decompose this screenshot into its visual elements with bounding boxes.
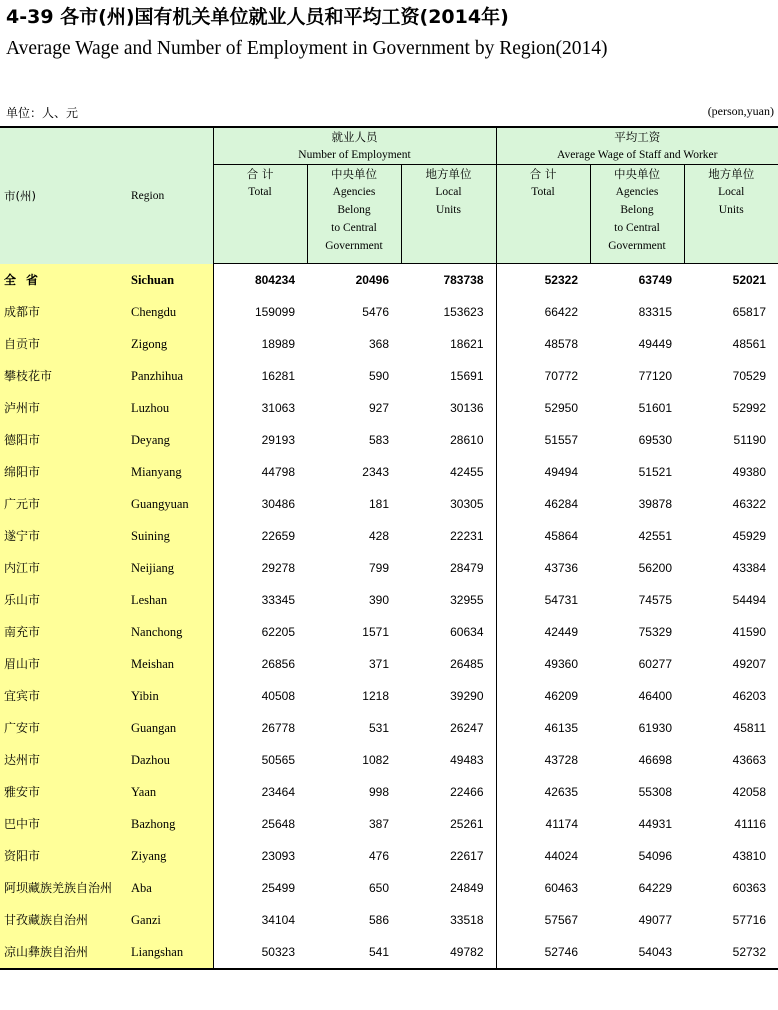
cell-wage-total: 49494 xyxy=(496,456,590,488)
cell-emp-central: 371 xyxy=(368,657,389,671)
cell-wage-local: 49380 xyxy=(732,465,767,479)
cell-emp-local: 24849 xyxy=(450,881,484,895)
cell-emp-central: 390 xyxy=(368,593,389,607)
cell-emp-central: 2343 xyxy=(362,465,389,479)
cell-emp-local: 22617 xyxy=(450,849,484,863)
cell-region-en: Liangshan xyxy=(128,936,213,969)
cell-emp-local: 25261 xyxy=(450,817,484,831)
cell-emp-central: 5476 xyxy=(362,305,389,319)
cell-wage-total: 42449 xyxy=(496,616,590,648)
cell-emp-total: 50565 xyxy=(213,744,307,776)
cell-wage-local: 49207 xyxy=(732,657,767,671)
header-wage-group xyxy=(496,127,778,165)
cell-emp-local: 28610 xyxy=(450,433,484,447)
table-row-total xyxy=(0,264,778,297)
cell-emp-total: 26778 xyxy=(213,712,307,744)
cell-wage-local: 60363 xyxy=(732,881,767,895)
cell-wage-local: 57716 xyxy=(732,913,767,927)
cell-wage-central: 56200 xyxy=(638,561,672,575)
cell-emp-local: 39290 xyxy=(450,689,484,703)
cell-emp-central: 476 xyxy=(368,849,389,863)
table-row xyxy=(0,456,778,488)
cell-wage-local: 43663 xyxy=(732,753,767,767)
cell-region-en: Zigong xyxy=(128,328,213,360)
cell-region-en: Suining xyxy=(128,520,213,552)
cell-wage-central: 51601 xyxy=(638,401,672,415)
cell-emp-central: 650 xyxy=(368,881,389,895)
cell-city-cn: 南充市 xyxy=(0,616,128,648)
cell-wage-total: 49360 xyxy=(496,648,590,680)
cell-wage-local: 45811 xyxy=(733,721,767,735)
cell-emp-local: 28479 xyxy=(450,561,484,575)
table-row xyxy=(0,648,778,680)
cell-wage-central: 54096 xyxy=(638,849,672,863)
cell-emp-central: 531 xyxy=(368,721,389,735)
page-title-cn: 4-39 各市(州)国有机关单位就业人员和平均工资(2014年) xyxy=(6,6,509,28)
table-row xyxy=(0,840,778,872)
cell-emp-central: 1571 xyxy=(362,625,389,639)
header-employment-cn: 就业人员 xyxy=(331,130,378,144)
cell-region-en: Guangyuan xyxy=(128,488,213,520)
cell-emp-total: 31063 xyxy=(213,392,307,424)
cell-region-en: Yibin xyxy=(128,680,213,712)
table-row xyxy=(0,424,778,456)
cell-wage-total: 51557 xyxy=(496,424,590,456)
table-row xyxy=(0,328,778,360)
cell-emp-central: 1082 xyxy=(362,753,389,767)
header-employment-en: Number of Employment xyxy=(298,149,411,161)
table-row xyxy=(0,776,778,808)
wage-employment-table xyxy=(0,126,778,970)
cell-region-en: Bazhong xyxy=(128,808,213,840)
cell-wage-local: 65817 xyxy=(732,305,767,319)
cell-wage-local: 54494 xyxy=(732,593,767,607)
header-wage-central: 中央单位 Agencies Belong to Central Government xyxy=(590,165,684,264)
cell-wage-central: 74575 xyxy=(638,593,672,607)
cell-emp-total: 29278 xyxy=(213,552,307,584)
cell-emp-total: 30486 xyxy=(213,488,307,520)
cell-wage-central: 64229 xyxy=(638,881,672,895)
cell-region-en: Chengdu xyxy=(128,296,213,328)
cell-city-cn: 攀枝花市 xyxy=(0,360,128,392)
cell-emp-total: 23093 xyxy=(213,840,307,872)
cell-emp-central: 586 xyxy=(368,913,389,927)
cell-wage-central: 51521 xyxy=(638,465,672,479)
cell-emp-local: 26247 xyxy=(450,721,484,735)
cell-wage-total: 48578 xyxy=(496,328,590,360)
cell-wage-central: 49449 xyxy=(638,337,672,351)
table-row xyxy=(0,360,778,392)
cell-emp-central: 541 xyxy=(307,936,401,969)
cell-city-cn: 德阳市 xyxy=(0,424,128,456)
cell-emp-central: 387 xyxy=(368,817,389,831)
cell-wage-central: 75329 xyxy=(638,625,672,639)
header-employment-group xyxy=(213,127,496,165)
cell-wage-central: 54043 xyxy=(590,936,684,969)
cell-city-cn: 全省 xyxy=(0,264,128,297)
cell-city-cn: 自贡市 xyxy=(0,328,128,360)
cell-city-cn: 乐山市 xyxy=(0,584,128,616)
cell-wage-central: 61930 xyxy=(638,721,672,735)
cell-emp-local: 49782 xyxy=(401,936,496,969)
cell-emp-central: 368 xyxy=(368,337,389,351)
cell-city-cn: 遂宁市 xyxy=(0,520,128,552)
cell-region-en: Yaan xyxy=(128,776,213,808)
cell-emp-central: 20496 xyxy=(355,273,389,287)
cell-emp-local: 30305 xyxy=(450,497,484,511)
table-row xyxy=(0,296,778,328)
cell-wage-local: 52732 xyxy=(684,936,778,969)
unit-label-cn: 单位：人、元 xyxy=(6,106,79,120)
cell-region-en: Meishan xyxy=(128,648,213,680)
cell-wage-local: 51190 xyxy=(733,433,767,447)
cell-wage-total: 41174 xyxy=(496,808,590,840)
cell-emp-local: 22466 xyxy=(450,785,484,799)
cell-region-en: Sichuan xyxy=(128,264,213,297)
cell-emp-local: 26485 xyxy=(450,657,484,671)
cell-wage-central: 63749 xyxy=(638,273,672,287)
table-row xyxy=(0,520,778,552)
cell-wage-total: 46135 xyxy=(496,712,590,744)
cell-city-cn: 资阳市 xyxy=(0,840,128,872)
cell-emp-total: 26856 xyxy=(213,648,307,680)
header-emp-central: 中央单位 Agencies Belong to Central Government xyxy=(307,165,401,264)
cell-city-cn: 绵阳市 xyxy=(0,456,128,488)
cell-wage-central: 60277 xyxy=(638,657,672,671)
cell-emp-central: 181 xyxy=(368,497,389,511)
cell-emp-total: 40508 xyxy=(213,680,307,712)
cell-wage-local: 41116 xyxy=(734,817,767,831)
cell-wage-total: 66422 xyxy=(496,296,590,328)
cell-emp-local: 18621 xyxy=(450,337,484,351)
cell-wage-local: 43384 xyxy=(732,561,767,575)
cell-region-en: Guangan xyxy=(128,712,213,744)
cell-region-en: Neijiang xyxy=(128,552,213,584)
header-wage-total: 合 计 Total xyxy=(496,165,590,264)
cell-city-cn: 宜宾市 xyxy=(0,680,128,712)
cell-wage-central: 44931 xyxy=(638,817,672,831)
cell-wage-central: 77120 xyxy=(638,369,672,383)
table-row xyxy=(0,808,778,840)
cell-emp-local: 22231 xyxy=(450,529,484,543)
cell-wage-total: 52322 xyxy=(496,264,590,297)
cell-region-en: Dazhou xyxy=(128,744,213,776)
cell-emp-total: 50323 xyxy=(213,936,307,969)
cell-emp-total: 16281 xyxy=(213,360,307,392)
cell-wage-total: 52950 xyxy=(496,392,590,424)
cell-wage-local: 52992 xyxy=(732,401,767,415)
cell-emp-total: 22659 xyxy=(213,520,307,552)
cell-wage-total: 46209 xyxy=(496,680,590,712)
header-emp-local: 地方单位 Local Units xyxy=(401,165,496,264)
cell-emp-local: 30136 xyxy=(450,401,484,415)
cell-wage-central: 49077 xyxy=(638,913,672,927)
cell-emp-total: 29193 xyxy=(213,424,307,456)
cell-region-en: Aba xyxy=(128,872,213,904)
cell-region-en: Deyang xyxy=(128,424,213,456)
cell-wage-total: 54731 xyxy=(496,584,590,616)
cell-wage-central: 46698 xyxy=(638,753,672,767)
cell-wage-total: 57567 xyxy=(496,904,590,936)
cell-region-en: Panzhihua xyxy=(128,360,213,392)
cell-wage-total: 43736 xyxy=(496,552,590,584)
table-row xyxy=(0,488,778,520)
cell-wage-total: 70772 xyxy=(496,360,590,392)
cell-city-cn: 内江市 xyxy=(0,552,128,584)
cell-wage-local: 41590 xyxy=(732,625,767,639)
cell-region-en: Ziyang xyxy=(128,840,213,872)
cell-emp-local: 15691 xyxy=(450,369,484,383)
cell-city-cn: 甘孜藏族自治州 xyxy=(0,904,128,936)
cell-emp-local: 153623 xyxy=(443,305,484,319)
cell-city-cn: 成都市 xyxy=(0,296,128,328)
header-emp-total: 合 计 Total xyxy=(213,165,307,264)
cell-emp-total: 25499 xyxy=(213,872,307,904)
table-row xyxy=(0,552,778,584)
cell-region-en: Leshan xyxy=(128,584,213,616)
cell-emp-local: 32955 xyxy=(450,593,484,607)
cell-emp-total: 159099 xyxy=(213,296,307,328)
cell-region-en: Mianyang xyxy=(128,456,213,488)
cell-wage-total: 46284 xyxy=(496,488,590,520)
cell-emp-central: 927 xyxy=(368,401,389,415)
cell-emp-total: 18989 xyxy=(213,328,307,360)
cell-emp-central: 428 xyxy=(368,529,389,543)
cell-emp-central: 590 xyxy=(368,369,389,383)
cell-wage-total: 60463 xyxy=(496,872,590,904)
cell-region-en: Ganzi xyxy=(128,904,213,936)
cell-wage-central: 46400 xyxy=(638,689,672,703)
cell-emp-central: 1218 xyxy=(362,689,389,703)
cell-city-cn: 眉山市 xyxy=(0,648,128,680)
table-row xyxy=(0,936,778,969)
table-row xyxy=(0,680,778,712)
cell-emp-total: 33345 xyxy=(213,584,307,616)
table-row xyxy=(0,744,778,776)
cell-city-cn: 阿坝藏族羌族自治州 xyxy=(0,872,128,904)
header-wage-local: 地方单位 Local Units xyxy=(684,165,778,264)
cell-city-cn: 达州市 xyxy=(0,744,128,776)
cell-region-en: Nanchong xyxy=(128,616,213,648)
cell-wage-local: 45929 xyxy=(732,529,767,543)
cell-city-cn: 凉山彝族自治州 xyxy=(0,936,128,969)
cell-emp-local: 33518 xyxy=(450,913,484,927)
cell-wage-local: 52021 xyxy=(732,273,767,287)
cell-emp-local: 42455 xyxy=(450,465,484,479)
cell-wage-central: 42551 xyxy=(638,529,672,543)
table-row xyxy=(0,616,778,648)
cell-emp-total: 25648 xyxy=(213,808,307,840)
cell-emp-total: 23464 xyxy=(213,776,307,808)
cell-wage-total: 44024 xyxy=(496,840,590,872)
cell-wage-central: 69530 xyxy=(638,433,672,447)
cell-emp-total: 34104 xyxy=(213,904,307,936)
header-city-cn: 市(州) xyxy=(0,127,128,264)
cell-wage-local: 42058 xyxy=(732,785,767,799)
cell-emp-local: 783738 xyxy=(443,273,484,287)
cell-emp-total: 804234 xyxy=(213,264,307,297)
cell-emp-local: 60634 xyxy=(450,625,484,639)
cell-city-cn: 广元市 xyxy=(0,488,128,520)
cell-wage-total: 43728 xyxy=(496,744,590,776)
table-row xyxy=(0,712,778,744)
cell-wage-total: 45864 xyxy=(496,520,590,552)
cell-region-en: Luzhou xyxy=(128,392,213,424)
cell-emp-central: 583 xyxy=(368,433,389,447)
unit-label-en: (person,yuan) xyxy=(707,104,774,118)
table-row xyxy=(0,872,778,904)
header-region-en: Region xyxy=(128,127,213,264)
cell-emp-central: 998 xyxy=(368,785,389,799)
page-title-en: Average Wage and Number of Employment in Government by Region(2014) xyxy=(6,38,608,59)
cell-city-cn: 泸州市 xyxy=(0,392,128,424)
cell-emp-total: 62205 xyxy=(213,616,307,648)
cell-wage-total: 42635 xyxy=(496,776,590,808)
cell-wage-local: 46203 xyxy=(732,689,767,703)
cell-emp-local: 49483 xyxy=(450,753,484,767)
cell-wage-local: 46322 xyxy=(732,497,767,511)
cell-wage-central: 83315 xyxy=(638,305,672,319)
cell-wage-central: 55308 xyxy=(638,785,672,799)
header-wage-cn: 平均工资 xyxy=(614,130,661,144)
cell-wage-local: 48561 xyxy=(732,337,767,351)
table-row xyxy=(0,392,778,424)
cell-emp-total: 44798 xyxy=(213,456,307,488)
table-row xyxy=(0,584,778,616)
cell-emp-central: 799 xyxy=(368,561,389,575)
cell-city-cn: 广安市 xyxy=(0,712,128,744)
cell-city-cn: 雅安市 xyxy=(0,776,128,808)
cell-city-cn: 巴中市 xyxy=(0,808,128,840)
header-wage-en: Average Wage of Staff and Worker xyxy=(557,149,718,161)
cell-wage-local: 43810 xyxy=(732,849,767,863)
cell-wage-central: 39878 xyxy=(638,497,672,511)
table-body xyxy=(0,264,778,970)
cell-wage-local: 70529 xyxy=(732,369,767,383)
table-row xyxy=(0,904,778,936)
cell-wage-total: 52746 xyxy=(496,936,590,969)
